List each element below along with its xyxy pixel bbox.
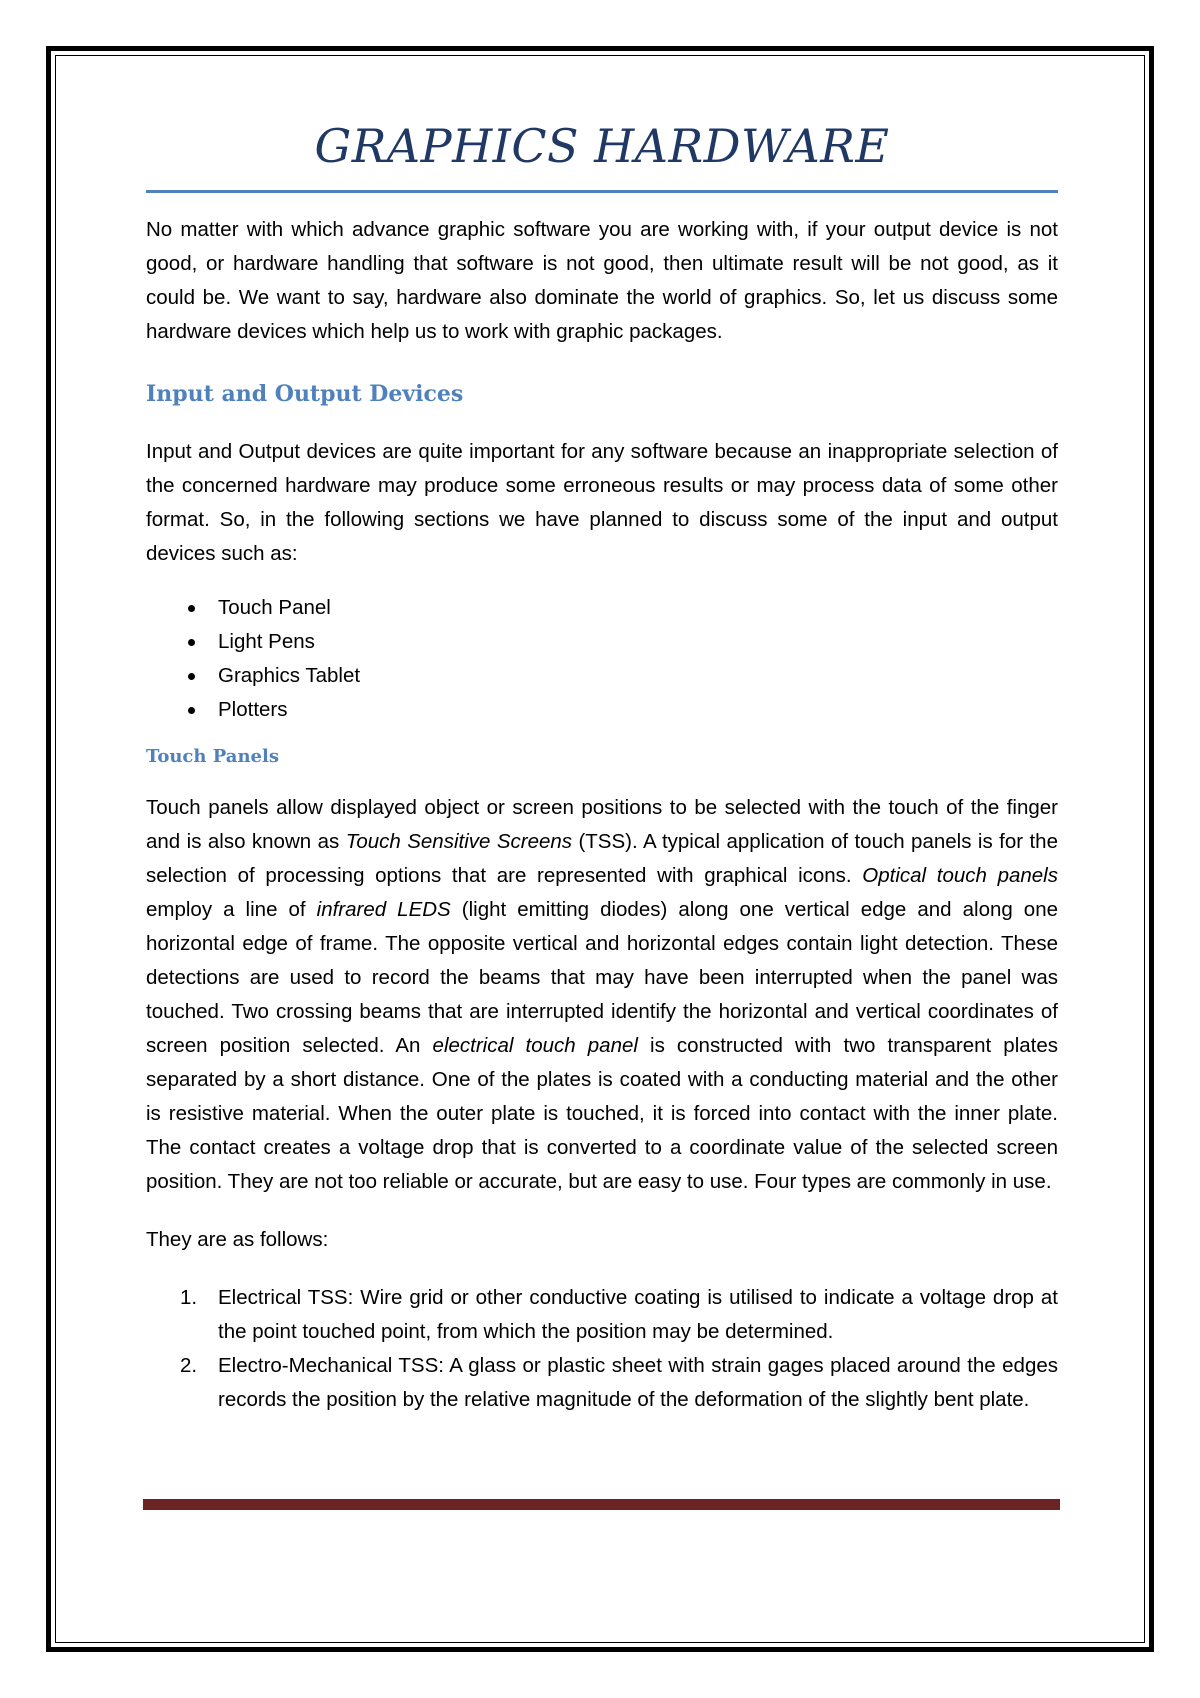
term-touch-sensitive-screens: Touch Sensitive Screens bbox=[345, 830, 573, 853]
intro-paragraph: No matter with which advance graphic software you are working with, if your output device is not good, or hardware handling that software is not good, then ultimate result will be not good, as it could be. We want to say, hardware also dominate the world of graphics. So, let us discuss some hardware devices which help us to work with graphic packages. bbox=[146, 218, 1058, 343]
footer-rule bbox=[143, 1499, 1060, 1510]
tss-types-list bbox=[146, 1281, 1058, 1417]
bullet-item: Graphics Tablet bbox=[146, 659, 1058, 693]
follows-line: They are as follows: bbox=[146, 1228, 329, 1251]
term-electrical-touch-panel: electrical touch panel bbox=[432, 1034, 638, 1057]
device-bullet-list bbox=[146, 591, 1058, 727]
text-run: is constructed with two transparent plates separated by a short distance. One of the plates is coated with a conducting material and the other is resistive material. When the outer plate is touched, it is forced into contact with the inner plate. The contact creates a voltage drop that is converted to a coordinate value of the selected screen position. They are not too reliable or accurate, but are easy to use. Four types are commonly in use. bbox=[146, 1034, 1058, 1193]
bullet-item: Light Pens bbox=[146, 625, 1058, 659]
touch-panels-paragraph bbox=[146, 791, 1058, 1199]
title-underline bbox=[146, 190, 1058, 193]
section-heading-io-devices: Input and Output Devices bbox=[146, 381, 464, 407]
io-devices-paragraph: Input and Output devices are quite important for any software because an inappropriate selection of the concerned hardware may produce some erroneous results or may process data of some other format. So, in the following sections we have planned to discuss some of the input and output devices such as: bbox=[146, 440, 1058, 565]
item-number: 2. bbox=[180, 1354, 198, 1377]
numbered-item bbox=[146, 1281, 1058, 1349]
page-title: GRAPHICS HARDWARE bbox=[314, 119, 890, 173]
text-run: Touch panels allow displayed object or screen positions to be selected with the touch of the finger and is also known as bbox=[146, 796, 1058, 853]
text-run: (TSS). A typical application of touch panels is for the selection of processing options that are represented with graphical icons. bbox=[146, 830, 1058, 887]
term-optical-touch-panels: Optical touch panels bbox=[862, 864, 1058, 887]
bullet-item: Plotters bbox=[146, 693, 1058, 727]
bullet-item: Touch Panel bbox=[146, 591, 1058, 625]
item-text: Electrical TSS: Wire grid or other conductive coating is utilised to indicate a voltage drop at the point touched point, from which the position may be determined. bbox=[218, 1286, 1058, 1343]
item-text: Electro-Mechanical TSS: A glass or plastic sheet with strain gages placed around the edges records the position by the relative magnitude of the deformation of the slightly bent plate. bbox=[218, 1354, 1058, 1411]
numbered-item bbox=[146, 1349, 1058, 1417]
text-run: employ a line of bbox=[146, 898, 317, 921]
item-number: 1. bbox=[180, 1286, 198, 1309]
page-content bbox=[146, 110, 1058, 1417]
text-run: (light emitting diodes) along one vertical edge and along one horizontal edge of frame. The opposite vertical and horizontal edges contain light detection. These detections are used to record the beams that may have been interrupted when the panel was touched. Two crossing beams that are interrupted identify the horizontal and vertical coordinates of screen position selected. An bbox=[146, 898, 1059, 1057]
subheading-touch-panels: Touch Panels bbox=[146, 746, 279, 767]
term-infrared-leds: infrared LEDS bbox=[316, 898, 451, 921]
